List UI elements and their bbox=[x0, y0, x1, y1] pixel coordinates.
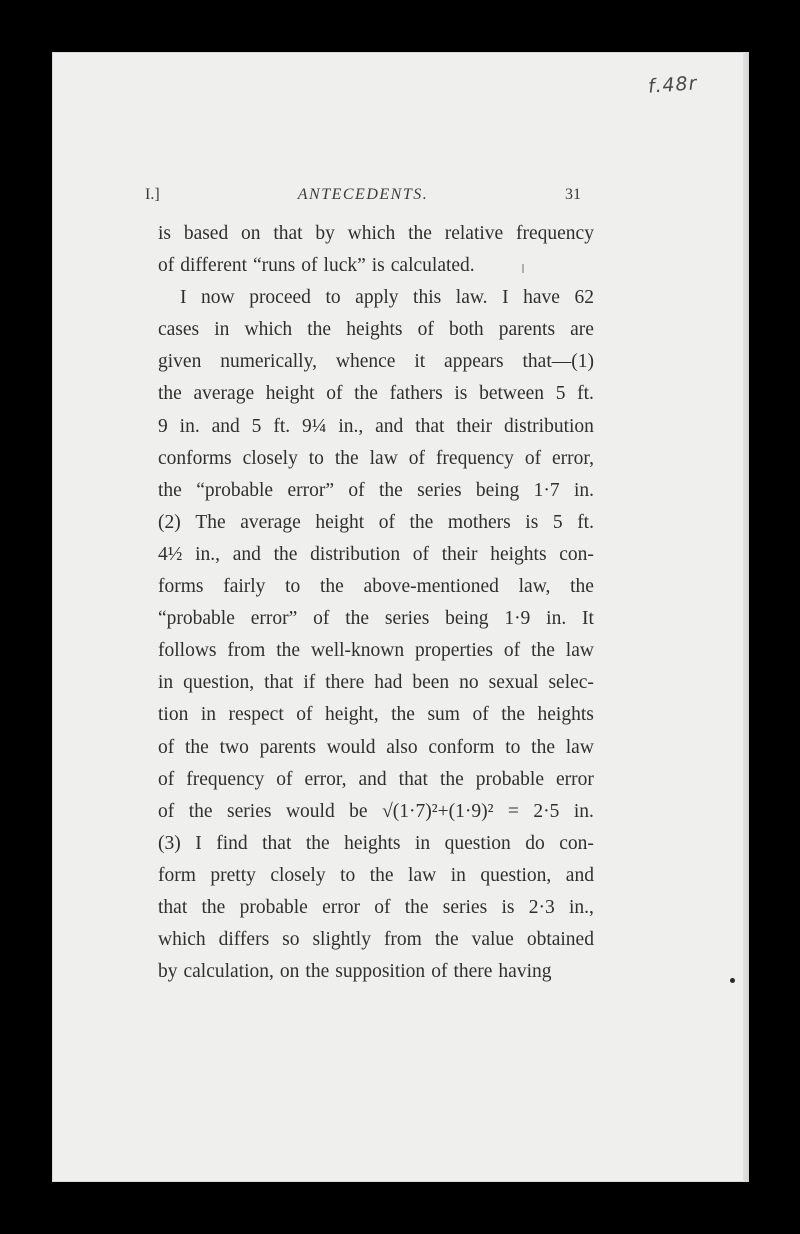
word: being bbox=[445, 608, 489, 630]
word: error” bbox=[287, 479, 334, 501]
text-line bbox=[158, 764, 594, 796]
word: closely bbox=[242, 447, 298, 469]
word: error, bbox=[304, 768, 347, 790]
word: 2·3 bbox=[528, 896, 555, 918]
word: (2) bbox=[158, 511, 181, 533]
word: mothers bbox=[447, 511, 511, 533]
word: of bbox=[412, 543, 430, 565]
text-line bbox=[158, 378, 594, 410]
word: the bbox=[369, 864, 394, 886]
word: and bbox=[211, 415, 240, 437]
word: are bbox=[570, 319, 594, 341]
word: ft. bbox=[273, 415, 291, 437]
word: it bbox=[414, 351, 426, 373]
word: proceed bbox=[249, 287, 311, 309]
word: the bbox=[185, 736, 209, 758]
word: be bbox=[349, 800, 368, 822]
word: of bbox=[472, 704, 489, 726]
word: parents bbox=[259, 736, 316, 758]
text-line bbox=[158, 860, 594, 892]
word: in bbox=[200, 704, 217, 726]
word: sum bbox=[427, 704, 460, 726]
word: series bbox=[442, 896, 488, 918]
text-line bbox=[158, 796, 594, 828]
word: sexual bbox=[488, 672, 539, 694]
word: of bbox=[158, 768, 175, 790]
word: and bbox=[232, 543, 261, 565]
word: different bbox=[180, 255, 248, 277]
word: law. bbox=[455, 287, 488, 309]
word: = bbox=[507, 800, 519, 822]
book-page bbox=[52, 52, 749, 1182]
text-line bbox=[158, 250, 594, 282]
text-line bbox=[158, 699, 594, 731]
word: to bbox=[308, 447, 324, 469]
word: heights bbox=[344, 832, 401, 854]
word: and bbox=[565, 864, 594, 886]
word: 1·7 bbox=[533, 479, 560, 501]
word: the bbox=[305, 832, 330, 854]
word: form bbox=[158, 864, 196, 886]
word: pretty bbox=[210, 864, 256, 886]
word: on bbox=[241, 223, 261, 244]
body-text bbox=[158, 218, 594, 988]
handwritten-folio-mark: f.48r bbox=[647, 72, 699, 98]
word: the bbox=[378, 479, 403, 501]
word: which bbox=[244, 319, 293, 341]
word: from bbox=[227, 640, 266, 662]
word: of bbox=[158, 800, 175, 822]
word: in bbox=[214, 319, 230, 341]
word: of bbox=[417, 319, 434, 341]
word: would bbox=[285, 800, 335, 822]
word: been bbox=[412, 672, 450, 694]
word: find bbox=[216, 832, 248, 854]
word: that—(1) bbox=[522, 351, 594, 373]
word: of bbox=[378, 511, 395, 533]
word: had bbox=[374, 672, 403, 694]
word: now bbox=[201, 287, 235, 309]
word: is bbox=[525, 511, 539, 533]
word: the bbox=[391, 704, 415, 726]
word: of bbox=[348, 479, 365, 501]
text-line bbox=[158, 571, 594, 603]
word: parents bbox=[498, 319, 556, 341]
word: “runs bbox=[253, 255, 296, 277]
word: is bbox=[158, 223, 172, 244]
word: con- bbox=[559, 543, 594, 565]
word: of bbox=[503, 640, 521, 662]
word: forms bbox=[158, 576, 204, 598]
word: which bbox=[347, 223, 396, 244]
word: of bbox=[313, 608, 330, 630]
word: both bbox=[448, 319, 484, 341]
word: and bbox=[358, 768, 387, 790]
word: average bbox=[240, 511, 301, 533]
word: in. bbox=[546, 608, 567, 630]
word: of bbox=[431, 961, 448, 983]
word: the bbox=[408, 223, 432, 244]
word: of bbox=[296, 704, 313, 726]
word: the bbox=[501, 704, 526, 726]
word: 4½ bbox=[158, 543, 183, 565]
word: the bbox=[570, 576, 594, 598]
word: above-mentioned bbox=[363, 576, 499, 598]
word: √(1·7)²+(1·9)² bbox=[382, 800, 494, 822]
word: on bbox=[279, 961, 300, 983]
text-line bbox=[158, 956, 594, 988]
word: law bbox=[565, 640, 594, 662]
word: in., bbox=[568, 896, 594, 918]
word: the bbox=[276, 640, 301, 662]
word: if bbox=[303, 672, 316, 694]
word: is bbox=[454, 383, 468, 405]
word: error bbox=[322, 896, 360, 918]
text-line bbox=[158, 667, 594, 699]
word: the bbox=[531, 736, 555, 758]
word: law bbox=[369, 447, 398, 469]
word: that bbox=[158, 896, 188, 918]
word: being bbox=[475, 479, 520, 501]
word: height, bbox=[324, 704, 379, 726]
word: (3) bbox=[158, 832, 181, 854]
word: value bbox=[471, 929, 514, 951]
word: the bbox=[201, 896, 226, 918]
word: that bbox=[273, 223, 303, 244]
word: the bbox=[531, 640, 555, 662]
word: obtained bbox=[526, 929, 594, 951]
word: the bbox=[345, 608, 370, 630]
word: respect bbox=[228, 704, 284, 726]
text-line bbox=[158, 732, 594, 764]
word: 9¼ bbox=[302, 415, 327, 437]
word: 1·9 bbox=[504, 608, 531, 630]
word: ft. bbox=[577, 511, 594, 533]
word: the bbox=[354, 383, 378, 405]
word: in. bbox=[573, 800, 594, 822]
word: between bbox=[479, 383, 545, 405]
word: “probable bbox=[158, 608, 235, 630]
word: this bbox=[413, 287, 442, 309]
text-line bbox=[158, 346, 594, 378]
word: that bbox=[262, 832, 292, 854]
word: of bbox=[374, 896, 391, 918]
stray-ink-dot bbox=[730, 978, 735, 983]
word: supposition bbox=[335, 961, 426, 983]
word: the bbox=[158, 479, 182, 501]
text-line bbox=[158, 507, 594, 539]
text-line bbox=[158, 539, 594, 571]
word: their bbox=[456, 415, 493, 437]
word: of bbox=[326, 383, 343, 405]
word: of bbox=[158, 255, 175, 277]
word: distribution bbox=[504, 415, 594, 437]
word: relative bbox=[444, 223, 504, 244]
running-title: ANTECEDENTS. bbox=[297, 186, 429, 203]
word: of bbox=[301, 255, 318, 277]
word: 5 bbox=[555, 383, 566, 405]
word: their bbox=[441, 543, 478, 565]
word: in bbox=[415, 832, 431, 854]
word: in bbox=[450, 864, 466, 886]
word: It bbox=[582, 608, 594, 630]
word: that bbox=[415, 415, 445, 437]
word: and bbox=[375, 415, 404, 437]
word: to bbox=[340, 864, 356, 886]
word: based bbox=[183, 223, 229, 244]
word: in., bbox=[338, 415, 364, 437]
word: probable bbox=[239, 896, 308, 918]
text-line bbox=[158, 475, 594, 507]
word: 5 bbox=[552, 511, 563, 533]
word: apply bbox=[355, 287, 399, 309]
text-line bbox=[158, 892, 594, 924]
text-line bbox=[158, 314, 594, 346]
word: conforms bbox=[158, 447, 232, 469]
word: 2·5 bbox=[533, 800, 560, 822]
word: by bbox=[315, 223, 335, 244]
word: error, bbox=[552, 447, 594, 469]
word: in. bbox=[573, 479, 594, 501]
word: the bbox=[434, 929, 459, 951]
word: law bbox=[408, 864, 437, 886]
word: I bbox=[502, 287, 509, 309]
text-line bbox=[158, 924, 594, 956]
word: question bbox=[444, 832, 511, 854]
word: question, bbox=[183, 672, 255, 694]
word: having bbox=[498, 961, 552, 983]
word: series bbox=[417, 479, 462, 501]
text-line bbox=[158, 443, 594, 475]
word: 5 bbox=[251, 415, 262, 437]
word: by bbox=[158, 961, 178, 983]
word: have bbox=[523, 287, 560, 309]
word: The bbox=[195, 511, 226, 533]
word: the bbox=[404, 896, 429, 918]
word: there bbox=[325, 672, 365, 694]
word: fairly bbox=[223, 576, 266, 598]
word: law bbox=[565, 736, 594, 758]
word: conform bbox=[428, 736, 495, 758]
word: follows bbox=[158, 640, 217, 662]
word: series bbox=[227, 800, 272, 822]
text-line bbox=[158, 218, 594, 250]
word: 9 bbox=[158, 415, 168, 437]
word: of bbox=[524, 447, 542, 469]
word: slightly bbox=[312, 929, 371, 951]
word: question, bbox=[480, 864, 552, 886]
word: height bbox=[315, 511, 365, 533]
word: to bbox=[325, 287, 341, 309]
word: calculated. bbox=[390, 255, 475, 277]
text-line bbox=[158, 603, 594, 635]
word: the bbox=[307, 319, 332, 341]
word: the bbox=[439, 768, 464, 790]
word: heights bbox=[346, 319, 403, 341]
running-head bbox=[145, 186, 581, 208]
word: so bbox=[282, 929, 300, 951]
word: frequency bbox=[435, 447, 514, 469]
word: heights bbox=[490, 543, 547, 565]
word: whence bbox=[335, 351, 396, 373]
word: luck” bbox=[323, 255, 366, 277]
word: the bbox=[158, 383, 182, 405]
word: the bbox=[305, 961, 330, 983]
word: “probable bbox=[196, 479, 274, 501]
word: appears bbox=[444, 351, 504, 373]
word: error bbox=[556, 768, 594, 790]
word: of bbox=[158, 736, 175, 758]
word: in bbox=[158, 672, 174, 694]
word: in. bbox=[179, 415, 200, 437]
text-line bbox=[158, 411, 594, 443]
word: error” bbox=[250, 608, 298, 630]
word: tion bbox=[158, 704, 189, 726]
word: differs bbox=[218, 929, 270, 951]
word: series bbox=[384, 608, 430, 630]
word: average bbox=[193, 383, 255, 405]
word: no bbox=[459, 672, 479, 694]
word: calculation, bbox=[183, 961, 274, 983]
word: the bbox=[334, 447, 359, 469]
word: of bbox=[408, 447, 425, 469]
word: fathers bbox=[389, 383, 443, 405]
word: frequency bbox=[516, 223, 594, 244]
word: properties bbox=[415, 640, 493, 662]
word: that bbox=[398, 768, 428, 790]
word: the bbox=[273, 543, 298, 565]
word: height bbox=[265, 383, 315, 405]
word: there bbox=[453, 961, 493, 983]
word: from bbox=[383, 929, 422, 951]
word: frequency bbox=[186, 768, 265, 790]
word: the bbox=[320, 576, 344, 598]
word: which bbox=[158, 929, 206, 951]
word: two bbox=[219, 736, 249, 758]
word: ft. bbox=[577, 383, 594, 405]
word: heights bbox=[537, 704, 594, 726]
word: I bbox=[180, 287, 187, 309]
word: to bbox=[505, 736, 521, 758]
word: con- bbox=[559, 832, 594, 854]
word: of bbox=[276, 768, 293, 790]
word: I bbox=[195, 832, 202, 854]
chapter-number: I.] bbox=[145, 186, 160, 203]
page-edge-shadow bbox=[743, 52, 749, 1182]
word: probable bbox=[475, 768, 545, 790]
word: given bbox=[158, 351, 202, 373]
word: is bbox=[501, 896, 515, 918]
word: also bbox=[386, 736, 418, 758]
word: do bbox=[525, 832, 545, 854]
word: is bbox=[371, 255, 385, 277]
word: law, bbox=[518, 576, 551, 598]
text-line bbox=[158, 282, 594, 314]
word: 62 bbox=[574, 287, 594, 309]
text-line bbox=[158, 828, 594, 860]
text-line bbox=[158, 635, 594, 667]
word: the bbox=[188, 800, 213, 822]
word: well-known bbox=[310, 640, 405, 662]
word: selec- bbox=[548, 672, 594, 694]
word: the bbox=[409, 511, 434, 533]
word: in., bbox=[195, 543, 221, 565]
word: numerically, bbox=[220, 351, 317, 373]
word: closely bbox=[270, 864, 326, 886]
word: cases bbox=[158, 319, 200, 341]
word: to bbox=[285, 576, 301, 598]
word: that bbox=[264, 672, 294, 694]
word: distribution bbox=[310, 543, 401, 565]
page-number: 31 bbox=[565, 186, 581, 203]
word: would bbox=[326, 736, 376, 758]
